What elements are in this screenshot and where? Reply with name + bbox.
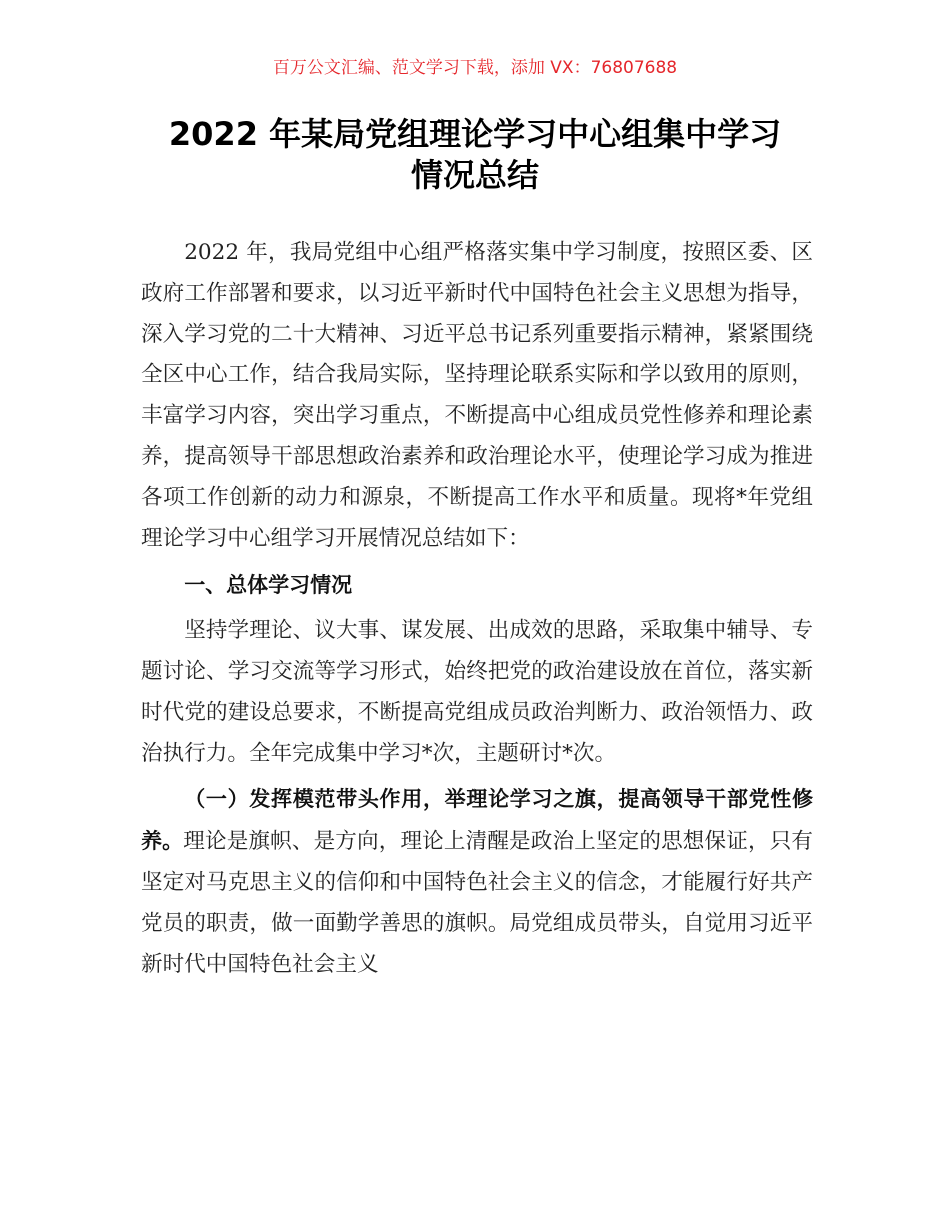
subsection-paragraph-1	[141, 779, 813, 985]
document-title	[0, 114, 950, 196]
subsection-heading-1: （一）发挥模范带头作用，举理论学习之旗，提高领导干部党性修养。	[141, 787, 813, 854]
title-line-1: 2022 年某局党组理论学习中心组集中学习	[168, 115, 782, 153]
section-overall-paragraph: 坚持学理论、议大事、谋发展、出成效的思路，采取集中辅导、专题讨论、学习交流等学习形式，始终把党的政治建设放在首位，落实新时代党的建设总要求，不断提高党组成员政治判断力、政治领悟力、政治执行力。全年完成集中学习*次，主题研讨*次。	[141, 618, 813, 766]
subsection-text-1: 理论是旗帜、是方向，理论上清醒是政治上坚定的思想保证，只有坚定对马克思主义的信仰和中国特色社会主义的信念，才能履行好共产党员的职责，做一面勤学善思的旗帜。局党组成员带头，自觉用习近平新时代中国特色社会主义	[141, 829, 814, 977]
intro-paragraph: 2022 年，我局党组中心组严格落实集中学习制度，按照区委、区政府工作部署和要求，以习近平新时代中国特色社会主义思想为指导，深入学习党的二十大精神、习近平总书记系列重要指示精神，紧紧围绕全区中心工作，结合我局实际，坚持理论联系实际和学以致用的原则，丰富学习内容，突出学习重点，不断提高中心组成员党性修养和理论素养，提高领导干部思想政治素养和政治理论水平，使理论学习成为推进各项工作创新的动力和源泉，不断提高工作水平和质量。现将*年党组理论学习中心组学习开展情况总结如下：	[141, 240, 813, 551]
header-banner: 百万公文汇编、范文学习下载，添加 VX：76807688	[272, 58, 678, 78]
title-line-2: 情况总结	[410, 156, 539, 194]
section-heading-overall: 一、总体学习情况	[184, 573, 353, 598]
document-body	[141, 233, 813, 985]
